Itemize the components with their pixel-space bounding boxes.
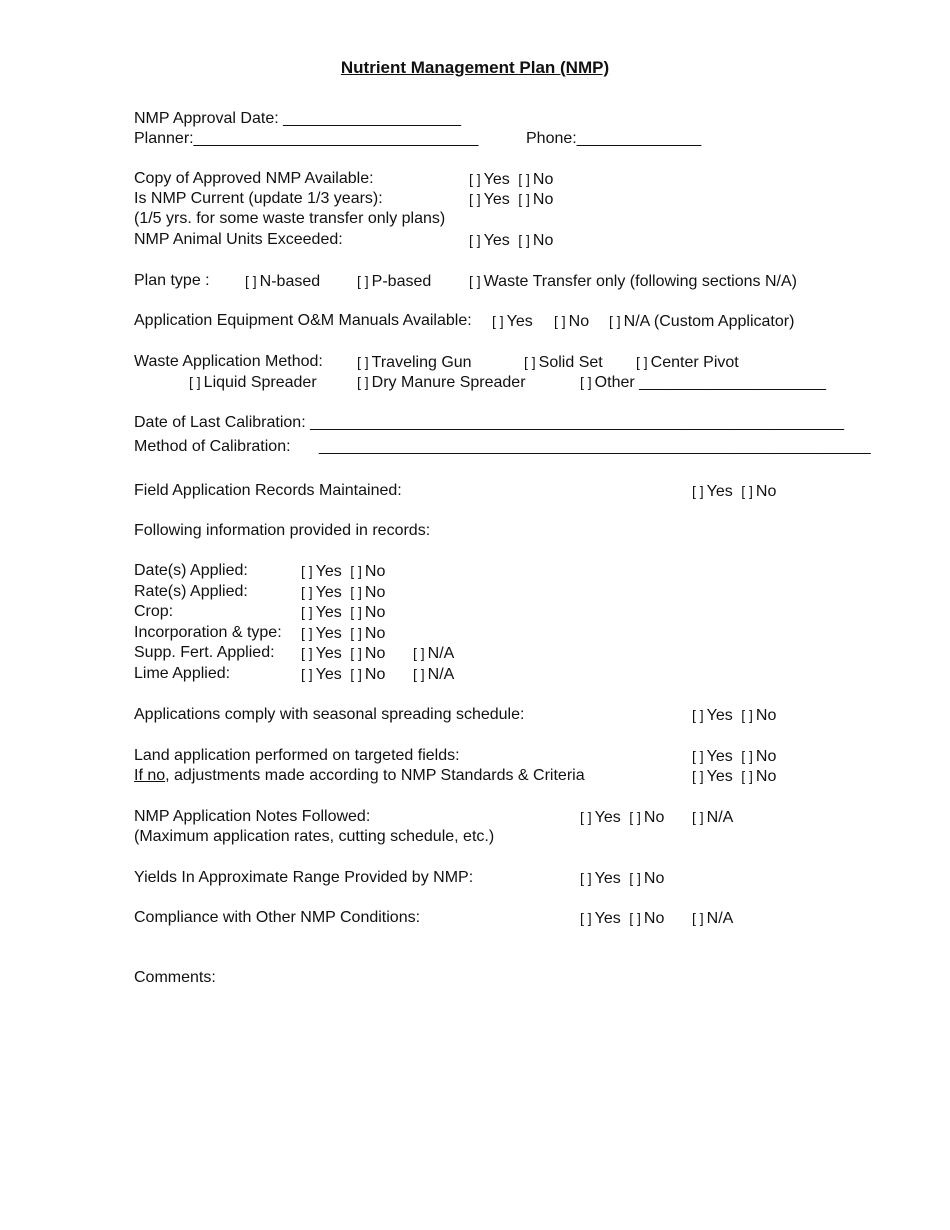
supp-fert-label: Supp. Fert. Applied:: [134, 644, 275, 661]
checkbox[interactable]: [ ]: [636, 354, 648, 370]
checkbox-na[interactable]: [ ]: [692, 910, 704, 926]
land-application-options[interactable]: [ ] Yes [ ] No: [692, 748, 777, 765]
checkbox-no[interactable]: [ ]: [350, 563, 362, 579]
checkbox-yes[interactable]: [ ]: [469, 171, 481, 187]
checkbox-yes[interactable]: [ ]: [692, 748, 704, 764]
calibration-method-label: Method of Calibration:: [134, 438, 291, 455]
lime-applied-na[interactable]: [ ] N/A: [413, 666, 455, 683]
checkbox-no[interactable]: [ ]: [350, 645, 362, 661]
app-notes-na[interactable]: [ ] N/A: [692, 809, 734, 826]
checkbox-no[interactable]: [ ]: [518, 232, 530, 248]
equipment-yes[interactable]: [ ] Yes: [492, 313, 533, 330]
checkbox[interactable]: [ ]: [609, 313, 621, 329]
crop-label: Crop:: [134, 603, 174, 620]
phone-field[interactable]: Phone:______________: [526, 130, 702, 147]
nmp-current-note: (1/5 yrs. for some waste transfer only plans): [134, 210, 446, 227]
compliance-label: Compliance with Other NMP Conditions:: [134, 909, 421, 926]
adjustments-options[interactable]: [ ] Yes [ ] No: [692, 768, 777, 785]
checkbox-na[interactable]: [ ]: [413, 645, 425, 661]
lime-applied-label: Lime Applied:: [134, 665, 231, 682]
checkbox-yes[interactable]: [ ]: [301, 604, 313, 620]
method-other[interactable]: [ ] Other _____________________: [580, 374, 826, 391]
incorporation-label: Incorporation & type:: [134, 624, 282, 641]
checkbox-yes[interactable]: [ ]: [580, 910, 592, 926]
app-notes-sub: (Maximum application rates, cutting schedule, etc.): [134, 828, 495, 845]
checkbox-yes[interactable]: [ ]: [301, 645, 313, 661]
plan-type-p-based[interactable]: [ ] P-based: [357, 273, 432, 290]
nmp-current-label: Is NMP Current (update 1/3 years):: [134, 190, 383, 207]
supp-fert-options[interactable]: [ ] Yes [ ] No: [301, 645, 386, 662]
animal-units-options[interactable]: [ ] Yes [ ] No: [469, 232, 554, 249]
supp-fert-na[interactable]: [ ] N/A: [413, 645, 455, 662]
equipment-no[interactable]: [ ] No: [554, 313, 590, 330]
method-liquid-spreader[interactable]: [ ] Liquid Spreader: [189, 374, 317, 391]
method-center-pivot[interactable]: [ ] Center Pivot: [636, 354, 739, 371]
dates-applied-label: Date(s) Applied:: [134, 562, 248, 579]
method-solid-set[interactable]: [ ] Solid Set: [524, 354, 603, 371]
checkbox-no[interactable]: [ ]: [350, 666, 362, 682]
seasonal-schedule-options[interactable]: [ ] Yes [ ] No: [692, 707, 777, 724]
checkbox-yes[interactable]: [ ]: [692, 768, 704, 784]
checkbox-yes[interactable]: [ ]: [301, 584, 313, 600]
lime-applied-options[interactable]: [ ] Yes [ ] No: [301, 666, 386, 683]
checkbox[interactable]: [ ]: [469, 273, 481, 289]
checkbox-no[interactable]: [ ]: [741, 483, 753, 499]
checkbox-yes[interactable]: [ ]: [469, 232, 481, 248]
app-notes-options[interactable]: [ ] Yes [ ] No: [580, 809, 665, 826]
equipment-na[interactable]: [ ] N/A (Custom Applicator): [609, 313, 795, 330]
checkbox[interactable]: [ ]: [580, 374, 592, 390]
checkbox[interactable]: [ ]: [524, 354, 536, 370]
checkbox-yes[interactable]: [ ]: [692, 707, 704, 723]
rates-applied-options[interactable]: [ ] Yes [ ] No: [301, 584, 386, 601]
checkbox-no[interactable]: [ ]: [518, 191, 530, 207]
plan-type-n-based[interactable]: [ ] N-based: [245, 273, 321, 290]
checkbox-na[interactable]: [ ]: [692, 809, 704, 825]
field-records-label: Field Application Records Maintained:: [134, 482, 402, 499]
incorporation-options[interactable]: [ ] Yes [ ] No: [301, 625, 386, 642]
seasonal-schedule-label: Applications comply with seasonal spreading schedule:: [134, 706, 525, 723]
calibration-date-field[interactable]: Date of Last Calibration: ____________________________________________________________: [134, 414, 844, 431]
calibration-method-field[interactable]: ______________________________________________________________: [319, 438, 871, 455]
plan-type-label: Plan type :: [134, 272, 210, 289]
rates-applied-label: Rate(s) Applied:: [134, 583, 248, 600]
waste-method-label: Waste Application Method:: [134, 353, 323, 370]
adjustments-label: If no, adjustments made according to NMP Standards & Criteria: [134, 767, 585, 784]
checkbox-yes[interactable]: [ ]: [580, 870, 592, 886]
crop-options[interactable]: [ ] Yes [ ] No: [301, 604, 386, 621]
checkbox-no[interactable]: [ ]: [741, 768, 753, 784]
if-no-text: If no: [134, 767, 166, 784]
checkbox[interactable]: [ ]: [357, 273, 369, 289]
plan-type-waste-transfer[interactable]: [ ] Waste Transfer only (following sections N/A): [469, 273, 797, 290]
checkbox[interactable]: [ ]: [554, 313, 566, 329]
checkbox[interactable]: [ ]: [357, 374, 369, 390]
compliance-options[interactable]: [ ] Yes [ ] No: [580, 910, 665, 927]
checkbox-yes[interactable]: [ ]: [469, 191, 481, 207]
equipment-manuals-label: Application Equipment O&M Manuals Available:: [134, 312, 472, 329]
checkbox-no[interactable]: [ ]: [741, 707, 753, 723]
planner-field[interactable]: Planner:________________________________: [134, 130, 479, 147]
approval-date-field[interactable]: NMP Approval Date: ____________________: [134, 110, 462, 127]
checkbox-na[interactable]: [ ]: [413, 666, 425, 682]
following-info-label: Following information provided in records:: [134, 522, 431, 539]
checkbox-yes[interactable]: [ ]: [301, 563, 313, 579]
checkbox-no[interactable]: [ ]: [741, 748, 753, 764]
checkbox-no[interactable]: [ ]: [350, 625, 362, 641]
checkbox[interactable]: [ ]: [357, 354, 369, 370]
nmp-current-options[interactable]: [ ] Yes [ ] No: [469, 191, 554, 208]
checkbox[interactable]: [ ]: [189, 374, 201, 390]
yields-label: Yields In Approximate Range Provided by NMP:: [134, 869, 474, 886]
checkbox[interactable]: [ ]: [492, 313, 504, 329]
checkbox[interactable]: [ ]: [245, 273, 257, 289]
checkbox-no[interactable]: [ ]: [350, 604, 362, 620]
checkbox-no[interactable]: [ ]: [629, 910, 641, 926]
land-application-label: Land application performed on targeted fields:: [134, 747, 460, 764]
checkbox-yes[interactable]: [ ]: [692, 483, 704, 499]
checkbox-no[interactable]: [ ]: [350, 584, 362, 600]
copy-available-options[interactable]: [ ] Yes [ ] No: [469, 171, 554, 188]
animal-units-label: NMP Animal Units Exceeded:: [134, 231, 343, 248]
checkbox-yes[interactable]: [ ]: [580, 809, 592, 825]
checkbox-yes[interactable]: [ ]: [301, 666, 313, 682]
page-title: Nutrient Management Plan (NMP): [340, 58, 610, 77]
field-records-options[interactable]: [ ] Yes [ ] No: [692, 483, 777, 500]
checkbox-no[interactable]: [ ]: [518, 171, 530, 187]
method-dry-manure-spreader[interactable]: [ ] Dry Manure Spreader: [357, 374, 526, 391]
comments-label: Comments:: [134, 969, 216, 986]
copy-available-label: Copy of Approved NMP Available:: [134, 170, 374, 187]
dates-applied-options[interactable]: [ ] Yes [ ] No: [301, 563, 386, 580]
compliance-na[interactable]: [ ] N/A: [692, 910, 734, 927]
method-traveling-gun[interactable]: [ ] Traveling Gun: [357, 354, 472, 371]
checkbox-yes[interactable]: [ ]: [301, 625, 313, 641]
checkbox-no[interactable]: [ ]: [629, 870, 641, 886]
checkbox-no[interactable]: [ ]: [629, 809, 641, 825]
yields-options[interactable]: [ ] Yes [ ] No: [580, 870, 665, 887]
app-notes-label: NMP Application Notes Followed:: [134, 808, 371, 825]
